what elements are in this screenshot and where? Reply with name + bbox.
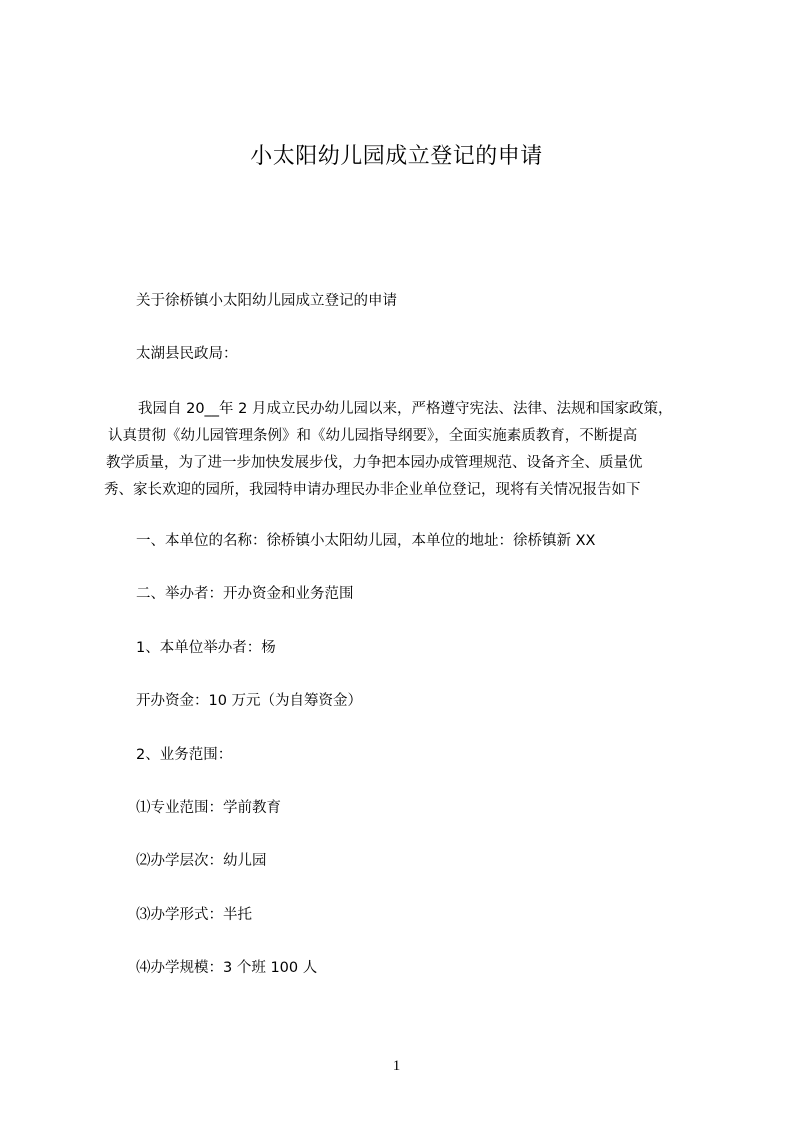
document-title: 小太阳幼儿园成立登记的申请 [250, 144, 543, 169]
subject-line: 关于徐桥镇小太阳幼儿园成立登记的申请 [136, 293, 397, 309]
intro-line: 教学质量，为了进一步加快发展步伐，力争把本园办成管理规范、设备齐全、质量优 [106, 455, 643, 471]
list-item: ⑴专业范围：学前教育 [136, 800, 281, 816]
page-number: 1 [392, 1058, 401, 1074]
addressee: 太湖县民政局： [136, 346, 238, 362]
list-item: ⑵办学层次：幼儿园 [136, 853, 267, 869]
intro-line: 秀、家长欢迎的园所，我园特申请办理民办非企业单位登记，现将有关情况报告如下 [104, 482, 641, 498]
list-item: ⑷办学规模：3 个班 100 人 [136, 960, 318, 976]
list-item: 1、本单位举办者：杨 [136, 640, 276, 656]
list-item: 2、业务范围： [136, 747, 233, 763]
list-item: 二、举办者：开办资金和业务范围 [136, 586, 354, 602]
list-item: 一、本单位的名称：徐桥镇小太阳幼儿园，本单位的地址：徐桥镇新 XX [136, 533, 596, 549]
intro-line: 我园自 20__年 2 月成立民办幼儿园以来，严格遵守宪法、法律、法规和国家政策， [138, 401, 673, 417]
list-item: 开办资金：10 万元（为自筹资金） [136, 693, 363, 709]
intro-paragraph [104, 396, 724, 504]
intro-line: 认真贯彻《幼儿园管理条例》和《幼儿园指导纲要》，全面实施素质教育，不断提高 [108, 428, 638, 444]
list-item: ⑶办学形式：半托 [136, 907, 252, 923]
